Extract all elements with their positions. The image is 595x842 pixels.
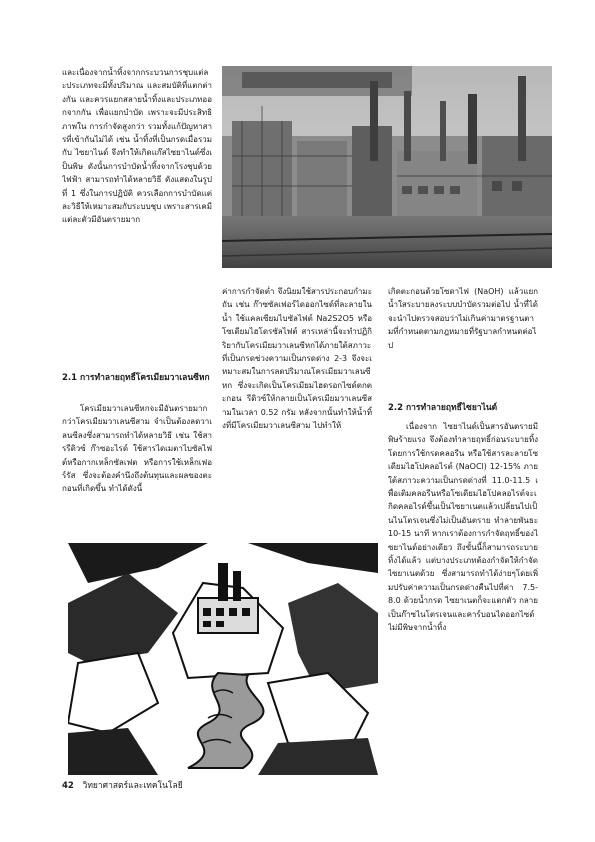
- section-2-2-text: เนื่องจาก ไซยาไนด์เป็นสารอันตรายมีพิษร้ายแรง จึงต้องทำลายฤทธิ์ก่อนระบายทิ้ง โดยการใช้กรดคลอรีน หรือใช้สารละลายโซเดียมไฮโปคลอไรต์ (NaOCl) 12-15% ภายใต้สภาวะความเป็นกรดด่างที่ 11.0-11.5 เพื่อเติมคลอรีนหรือโซเดียมไฮโปคลอไรต์จะเกิดคลอไรด์ขึ้นเป็นไซยาเนตแล้วเปลี่ยนไปเป็นไนโตรเจนซึ่งไม่เป็นอันตราย ทำลายพันธะ 10-15 นาที หากเราต้องการกำจัดฤทธิ์ของไซยาไนด์อย่างเดียว ถึงขั้นนี้ก็สามารถระบายทิ้งได้แล้ว แต่บางประเภทต้องกำจัดให้กำจัดไซยาเนตด้วย ซึ่งสามารถทำได้ง่ายๆโดยเพิ่มปรับค่าความเป็นกรดด่างคืนไปที่ค่า 7.5-8.0 ด้วยน้ำกรด ไซยาเนตก็จะแตกตัว กลายเป็นก๊าซไนโตรเจนและคาร์บอนไดออกไซด์ ไม่มีพิษจากน้ำทิ้ง: [388, 422, 538, 633]
- column3-top-text: เกิดตะกอนด้วยโซดาไฟ (NaOH) แล้วแยกน้ำใสระบายลงระบบบำบัดรวมต่อไป น้ำที่ได้ จะนำไปตรวจสอบว่าไม่เกินค่ามาตรฐานตามที่กำหนดตามกฎหมายที่รัฐบาลกำหนดต่อไป: [388, 287, 538, 350]
- column1-top-text: และเนื่องจากน้ำทิ้งจากกระบวนการชุบแต่ละประเภทจะมีทั้งปริมาณ และสมบัติที่แตกต่างกัน และควรแยกสลายน้ำทิ้งและประเภทออกจากกัน เพื่อแยกบำบัด เพราะจะมีประสิทธิภาพใน การกำจัดสูงกว่า รวมทั้งแก้ปัญหาสารที่เข้ากันไม่ได้ เช่น น้ำทิ้งที่เป็นกรดเมื่อรวมกับ ไซยาไนด์ จึงทำให้เกิดแก๊สไซยาไนด์ซึ่งเป็นพิษ ดังนั้นการบำบัดน้ำทิ้งจากโรงชุบด้วยไฟฟ้า สามารถทำได้หลายวิธี ดังแสดงในรูปที่ 1 ซึ่งในการปฏิบัติ ควรเลือกการบำบัดแต่ละวิธีให้เหมาะสมกับระบบชุบ เพราะสารเคมีแต่ละตัวมีอันตรายมาก: [62, 68, 212, 225]
- page-number: 42: [62, 781, 74, 791]
- publication-name: วิทยาศาสตร์และเทคโนโลยี: [82, 781, 183, 791]
- column3-top-body: [388, 285, 538, 365]
- section-2-1-text: โครเมียมวาเลนซีหกจะมีอันตรายมากกว่าโครเมียมวาเลนซีสาม จำเป็นต้องลดวาเลนซีลงซึ่งสามารถทำได้หลายวิธี เช่น ใช้สารรีดิวซ์ ก๊าซอะไรด์ ใช้สารไดเมตาไบซัลไฟต์หรือกากเหล็กซัลเฟต หรือการใช้เหล็กเฟอร์รัส ซึ่งจะต้องคำนึงถึงต้นทุนและผลของตะกอนที่เกิดขึ้น ทำได้ดังนี้: [62, 404, 212, 494]
- column1-top-paragraph: [62, 66, 212, 366]
- column2-text: ค่าการกำจัดต่ำ จึงนิยมใช้สารประกอบกำมะถัน เช่น ก๊าซซัลเฟอร์ไดออกไซด์ที่ละลายในน้ำ ใช้แคลเซียมไบซัลไฟต์ Na2S2O5 หรือโซเดียมไฮโดรซัลไฟต์ สารเหล่านี้จะทำปฏิกิริยากับโครเมียมวาเลนซีหกได้ภายใต้สภาวะที่เป็นกรดช่วงความเป็นกรดด่าง 2-3 จึงจะเหมาะสมในการลดปริมาณโครเมียมวาเลนซีหก ซึ่งจะเกิดเป็นโครเมียมไฮดรอกไซด์ตกตะกอน รีดิวซ์ให้กลายเป็นโครเมียมวาเลนซีสามในเวลา 0.52 กรัม หลังจากนั้นทำให้น้ำทิ้งที่มีโครเมียมวาเลนซีสาม ไปทำให้: [222, 287, 372, 431]
- polluting-factory-illustration: [68, 543, 378, 775]
- section-2-2-body: [388, 420, 538, 780]
- page-footer: [62, 778, 183, 792]
- section-2-1-body: [62, 402, 212, 522]
- factory-pollution-illustration: [68, 543, 378, 775]
- column2-body: [222, 285, 372, 520]
- section-2-1-heading: 2.1 การทำลายฤทธิ์โครเมียมวาเลนซีหก: [62, 373, 210, 383]
- section-2-2-heading: 2.2 การทำลายฤทธิ์ไซยาไนด์: [388, 403, 498, 413]
- factory-smokestacks-photo: [222, 66, 552, 268]
- factory-photo: [222, 66, 552, 268]
